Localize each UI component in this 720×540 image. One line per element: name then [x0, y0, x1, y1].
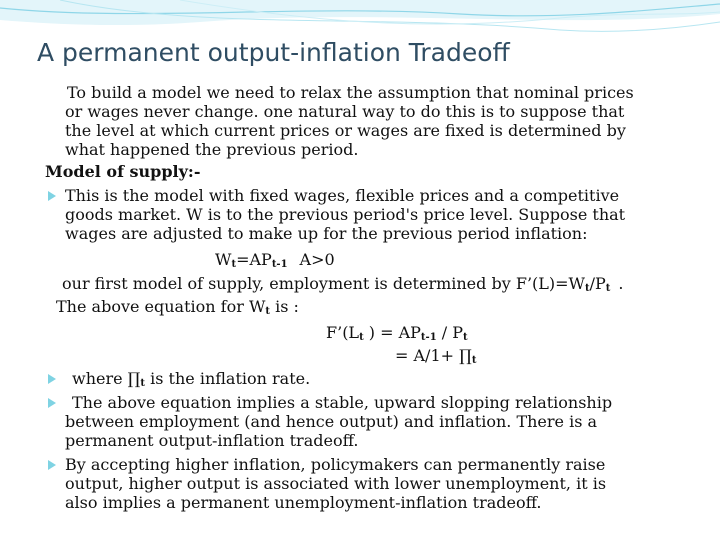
eq4-b: ) = AP [368, 323, 421, 342]
bullet1-line-3: wages are adjusted to make up for the previous period inflation: [65, 224, 588, 243]
intro-line-3: the level at which current prices or wages are fixed is determined by [65, 121, 626, 140]
eq2-sub2: t [605, 283, 611, 294]
eq-wage-mid-sub: t-1 [271, 259, 288, 270]
intro-line-4: what happened the previous period. [65, 140, 359, 159]
slide-title: A permanent output-inflation Tradeoff [37, 38, 510, 67]
equation-employment [62, 274, 624, 293]
bullet2-post: is the inflation rate. [150, 369, 311, 388]
eq4-a: F’(L [326, 323, 360, 342]
bullet1-line-1: This is the model with fixed wages, flexible prices and a competitive [65, 186, 620, 205]
bullet2-pre: where ∏ [72, 369, 141, 388]
bullet2-line [72, 369, 310, 388]
bullet3-line-1: The above equation implies a stable, upward slopping relationship [72, 393, 613, 412]
triangle-bullet-icon [48, 191, 56, 201]
eq-wage-mid: =AP [236, 250, 272, 269]
eq4-a-sub: t [359, 332, 364, 343]
intro-line-2: or wages never change. one natural way to do this is to suppose that [65, 102, 625, 121]
eq5-sub: t [471, 355, 477, 366]
equation-intro [56, 297, 299, 316]
eq3-pre: The above equation for W [56, 297, 266, 316]
eq2-sub1: t [585, 283, 590, 294]
eq-wage-lhs: W [215, 250, 232, 269]
eq3-sub: t [265, 306, 271, 317]
bullet4-line-2: output, higher output is associated with lower unemployment, it is [65, 474, 607, 493]
bullet1-line-2: goods market. W is to the previous period's price level. Suppose that [65, 205, 626, 224]
eq2-mid: /P [589, 274, 606, 293]
eq4-c-sub: t [463, 332, 468, 343]
eq4-b-sub: t-1 [420, 332, 437, 343]
eq3-post: is : [275, 297, 299, 316]
model-heading: Model of supply:- [45, 162, 201, 181]
equation-labor-demand [326, 323, 468, 342]
bullet3-line-2: between employment (and hence output) and inflation. There is a [65, 412, 598, 431]
triangle-bullet-icon [48, 374, 56, 384]
triangle-bullet-icon [48, 460, 56, 470]
bullet3-line-3: permanent output-inflation tradeoff. [65, 431, 359, 450]
triangle-bullet-icon [48, 398, 56, 408]
eq2-end: . [618, 274, 624, 293]
eq5-text: = A/1+ ∏ [395, 346, 472, 365]
intro-line-1: To build a model we need to relax the assumption that nominal prices [67, 83, 634, 102]
bullet4-line-1: By accepting higher inflation, policymakers can permanently raise [65, 455, 606, 474]
equation-inflation-form [395, 346, 476, 365]
bullet4-line-3: also implies a permanent unemployment-inflation tradeoff. [65, 493, 542, 512]
eq4-c: / P [441, 323, 463, 342]
bullet2-sub: t [140, 378, 146, 389]
eq-wage-condition: A>0 [299, 250, 335, 269]
eq2-text: our first model of supply, employment is determined by F’(L)=W [62, 274, 585, 293]
equation-wage [215, 250, 335, 269]
eq-wage-lhs-sub: t [231, 259, 237, 270]
